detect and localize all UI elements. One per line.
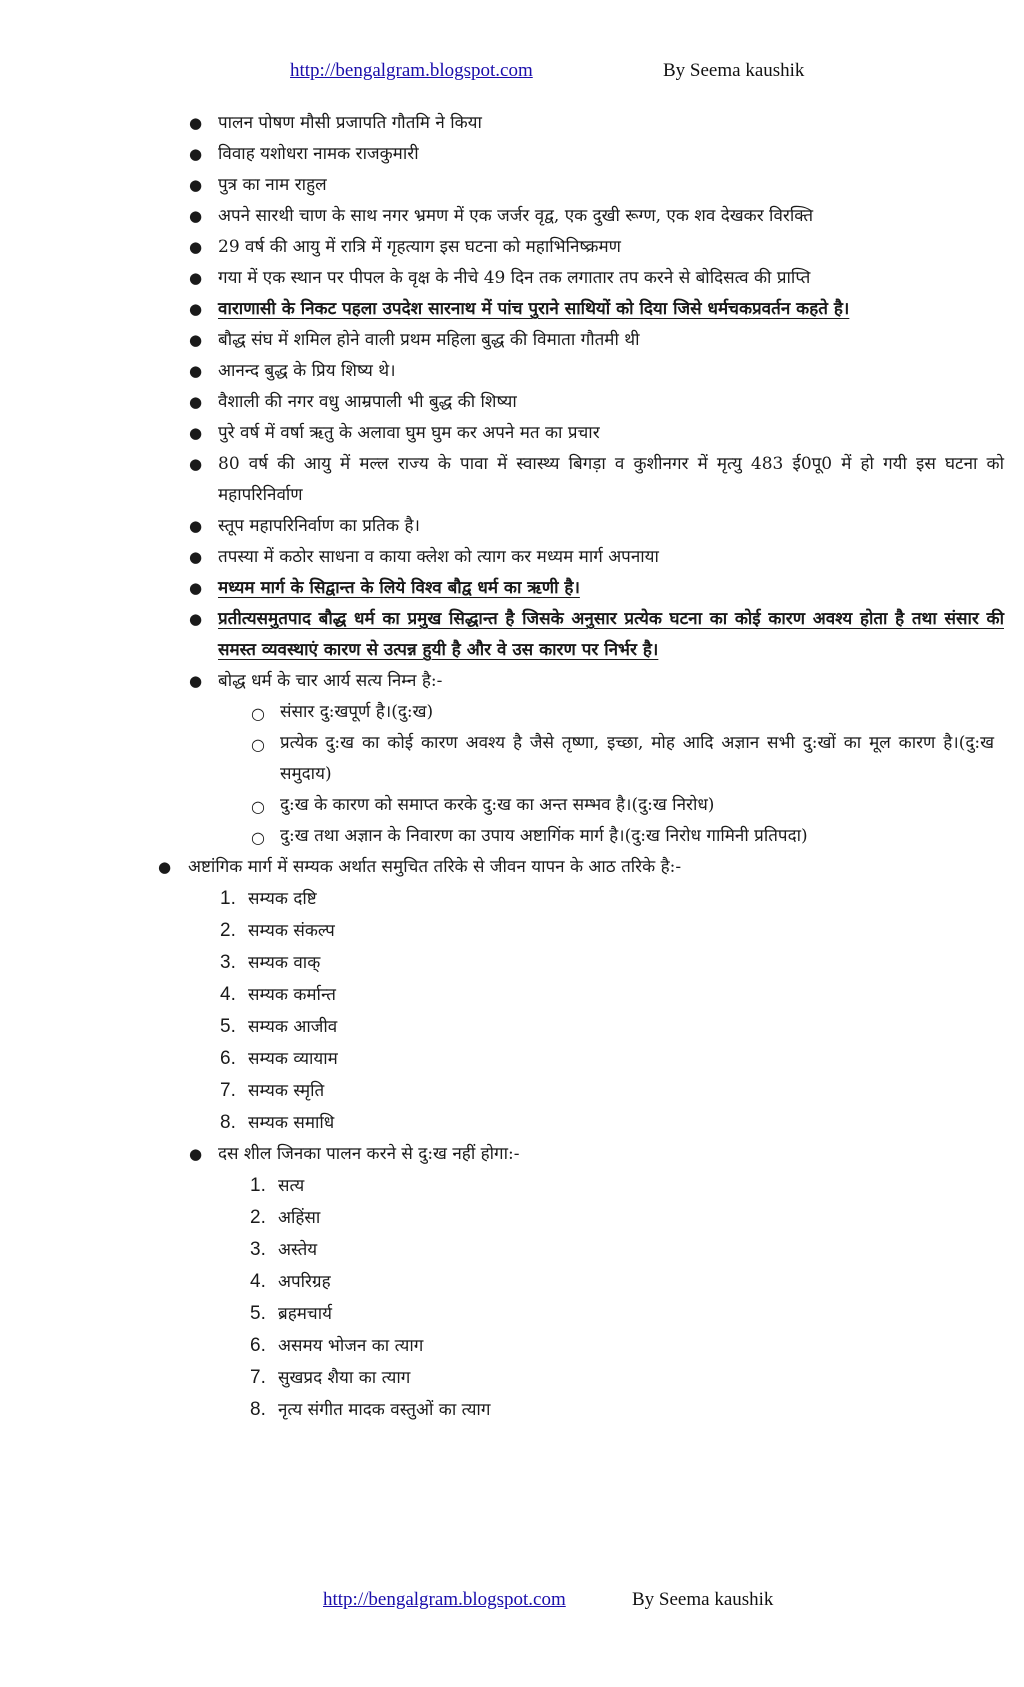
circle-bullet-icon: ○ <box>251 704 265 723</box>
bullet-icon: ● <box>189 269 203 287</box>
list-item: ● पालन पोषण मौसी प्रजापति गौतमि ने किया <box>218 108 1004 139</box>
bullet-icon: ● <box>189 331 203 349</box>
bullet-icon: ● <box>189 517 203 535</box>
eightfold-item: 5. सम्यक आजीव <box>220 1016 338 1037</box>
list-item: ● स्तूप महापरिनिर्वाण का प्रतिक है। <box>218 511 1004 542</box>
bullet-icon: ● <box>189 672 203 690</box>
author-credit: By Seema kaushik <box>632 1589 774 1610</box>
bullet-icon: ● <box>189 393 203 411</box>
bullet-icon: ● <box>189 145 203 163</box>
list-item: ● विवाह यशोधरा नामक राजकुमारी <box>218 139 1004 170</box>
precept-item: 7. सुखप्रद शैया का त्याग <box>250 1367 411 1388</box>
eightfold-item: 7. सम्यक स्मृति <box>220 1080 325 1101</box>
list-item: ● आनन्द बुद्ध के प्रिय शिष्य थे। <box>218 356 1004 387</box>
eightfold-item: 3. सम्यक वाक् <box>220 952 321 973</box>
list-item: ● 80 वर्ष की आयु में मल्ल राज्य के पावा में स्वास्थ्य बिगड़ा व कुशीनगर में मृत्यु 483 ई0पू0 में हो गयी इस घटना को महापरिनिर्वाण <box>218 449 1004 511</box>
circle-bullet-icon: ○ <box>251 797 265 816</box>
bullet-icon: ● <box>189 362 203 380</box>
eightfold-item: 1. सम्यक दष्टि <box>220 888 317 909</box>
bullet-icon: ● <box>189 579 203 597</box>
document-body <box>0 108 1024 1426</box>
bullet-icon: ● <box>158 858 172 876</box>
bullet-icon: ● <box>189 238 203 256</box>
bullet-icon: ● <box>189 424 203 442</box>
list-item: ● 29 वर्ष की आयु में रात्रि में गृहत्याग इस घटना को महाभिनिष्क्रमण <box>218 232 1004 263</box>
bullet-icon: ● <box>189 300 203 318</box>
noble-truth-item: ○ दु:ख के कारण को समाप्त करके दु:ख का अन्त सम्भव है।(दु:ख निरोध) <box>280 790 994 821</box>
noble-truth-item: ○ संसार दु:खपूर्ण है।(दु:ख) <box>280 697 994 728</box>
eightfold-item: 8. सम्यक समाधि <box>220 1112 335 1133</box>
list-item: ● पुरे वर्ष में वर्षा ऋतु के अलावा घुम घुम कर अपने मत का प्रचार <box>218 418 1004 449</box>
blog-link[interactable]: http://bengalgram.blogspot.com <box>290 60 533 81</box>
list-item: ● गया में एक स्थान पर पीपल के वृक्ष के नीचे 49 दिन तक लगातार तप करने से बोदिसत्व की प्राप्ति <box>218 263 1004 294</box>
bullet-icon: ● <box>189 610 203 628</box>
precepts-heading: ● दस शील जिनका पालन करने से दु:ख नहीं होगा:- <box>218 1139 1004 1170</box>
list-item-emphasis: ● मध्यम मार्ग के सिद्वान्त के लिये विश्व बौद्व धर्म का ऋणी है। <box>218 573 1004 604</box>
bullet-icon: ● <box>189 548 203 566</box>
list-item: ● अपने सारथी चाण के साथ नगर भ्रमण में एक जर्जर वृद्व, एक दुखी रूग्ण, एक शव देखकर विरक्ति <box>218 201 1004 232</box>
list-item-emphasis: ● वाराणासी के निकट पहला उपदेश सारनाथ में पांच पुराने साथियों को दिया जिसे धर्मचकप्रवर्तन कहते है। <box>218 294 1004 325</box>
bullet-icon: ● <box>189 207 203 225</box>
circle-bullet-icon: ○ <box>251 735 265 754</box>
eightfold-item: 6. सम्यक व्यायाम <box>220 1048 338 1069</box>
bullet-icon: ● <box>189 455 203 473</box>
eightfold-item: 4. सम्यक कर्मान्त <box>220 984 336 1005</box>
precept-item: 8. नृत्य संगीत मादक वस्तुओं का त्याग <box>250 1399 491 1420</box>
eightfold-heading: ● अष्टांगिक मार्ग में सम्यक अर्थात समुचित तरिके से जीवन यापन के आठ तरिके है:- <box>188 852 1004 883</box>
list-item: ● पुत्र का नाम राहुल <box>218 170 1004 201</box>
precept-item: 5. ब्रहमचार्य <box>250 1303 332 1324</box>
precept-item: 3. अस्तेय <box>250 1239 318 1260</box>
author-credit: By Seema kaushik <box>663 60 805 81</box>
precept-item: 6. असमय भोजन का त्याग <box>250 1335 424 1356</box>
bullet-icon: ● <box>189 176 203 194</box>
list-item: ● तपस्या में कठोर साधना व काया क्लेश को त्याग कर मध्यम मार्ग अपनाया <box>218 542 1004 573</box>
list-item-emphasis: ● प्रतीत्यसमुतपाद बौद्ध धर्म का प्रमुख सिद्धान्त है जिसके अनुसार प्रत्येक घटना का कोई कारण अवश्य होता है तथा संसार की समस्त व्यवस्थाएं कारण से उत्पन्न हुयी है और वे उस कारण पर निर्भर है। <box>218 604 1004 666</box>
precept-item: 2. अहिंसा <box>250 1207 321 1228</box>
bullet-icon: ● <box>189 1145 203 1163</box>
circle-bullet-icon: ○ <box>251 828 265 847</box>
list-item: ● वैशाली की नगर वधु आम्रपाली भी बुद्ध की शिष्या <box>218 387 1004 418</box>
noble-truth-item: ○ प्रत्येक दु:ख का कोई कारण अवश्य है जैसे तृष्णा, इच्छा, मोह आदि अज्ञान सभी दु:खों का मूल कारण है।(दु:ख समुदाय) <box>280 728 994 790</box>
eightfold-item: 2. सम्यक संकल्प <box>220 920 335 941</box>
precept-item: 1. सत्य <box>250 1175 305 1196</box>
list-item: ● बोद्ध धर्म के चार आर्य सत्य निम्न है:- <box>218 666 1004 697</box>
precept-item: 4. अपरिग्रह <box>250 1271 331 1292</box>
noble-truth-item: ○ दु:ख तथा अज्ञान के निवारण का उपाय अष्टागिंक मार्ग है।(दु:ख निरोध गामिनी प्रतिपदा) <box>280 821 994 852</box>
bullet-icon: ● <box>189 114 203 132</box>
list-item: ● बौद्ध संघ में शमिल होने वाली प्रथम महिला बुद्ध की विमाता गौतमी थी <box>218 325 1004 356</box>
blog-link[interactable]: http://bengalgram.blogspot.com <box>323 1589 566 1610</box>
